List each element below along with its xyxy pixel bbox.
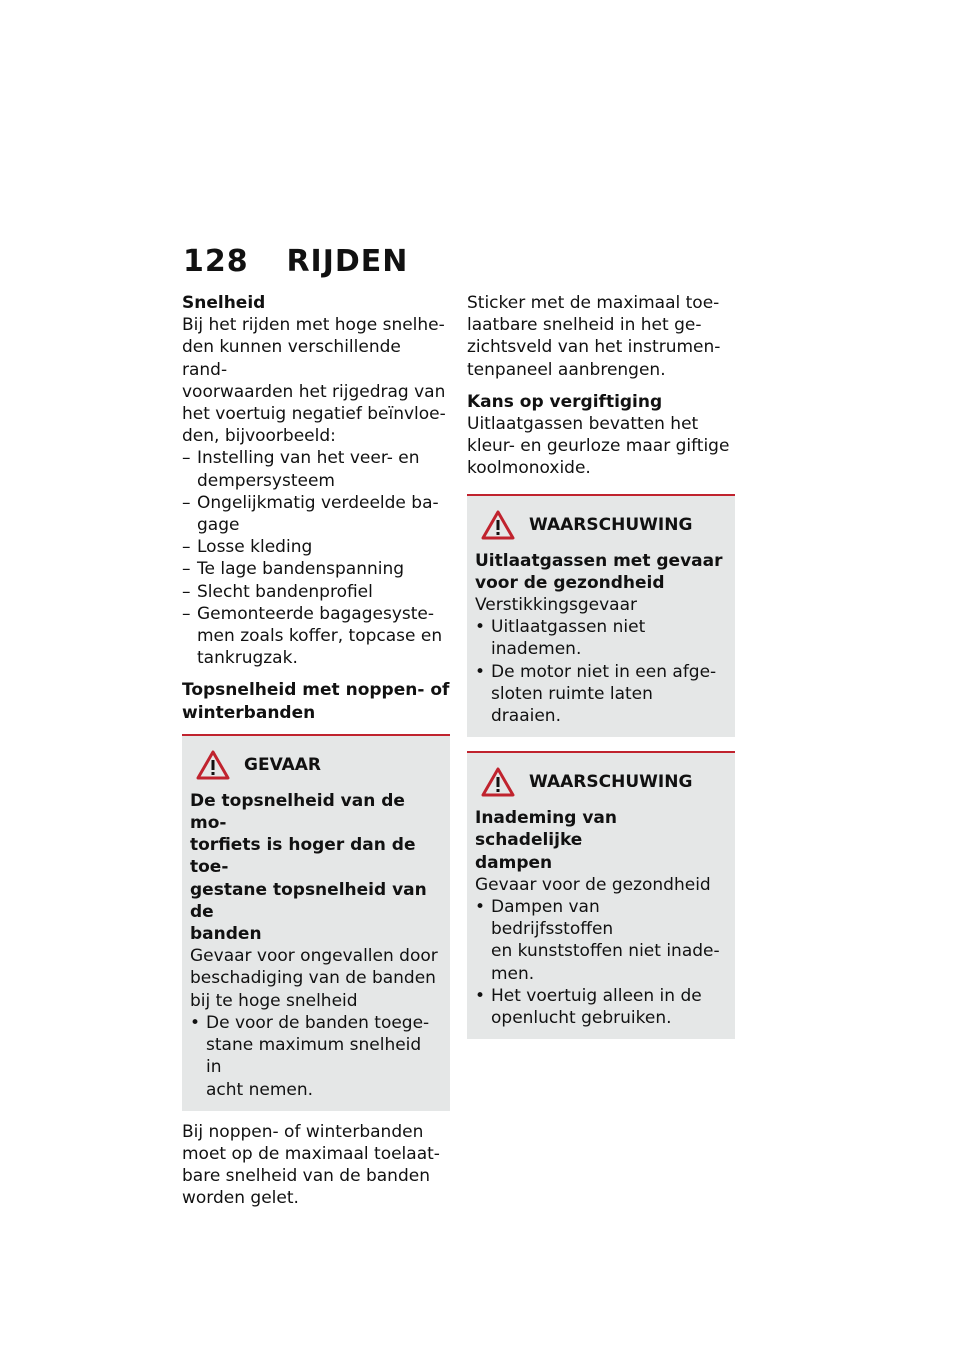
- list-item: [182, 492, 450, 536]
- danger-title-row: [196, 750, 442, 780]
- warning-box-1: [467, 494, 735, 738]
- text-line: den kunnen verschillende rand-: [182, 337, 401, 380]
- list-item: [182, 536, 450, 558]
- item-text: tankrugzak.: [197, 648, 298, 669]
- bullet-marker: •: [475, 617, 486, 638]
- item-text: Het voertuig alleen in de: [491, 985, 702, 1006]
- text-line: worden gelet.: [182, 1188, 299, 1209]
- bullet-marker: •: [190, 1012, 201, 1033]
- section-heading-vergiftiging: Kans op vergiftiging: [467, 391, 663, 412]
- heading-line: De topsnelheid van de mo-: [190, 790, 405, 834]
- item-text: openlucht gebruiken.: [491, 1008, 672, 1029]
- text-line: Gevaar voor de gezondheid: [475, 874, 711, 895]
- text-line: Bij het rijden met hoge snelhe-: [182, 315, 445, 336]
- dash-marker: –: [182, 581, 191, 602]
- danger-box: [182, 734, 450, 1111]
- item-text: Slecht bandenprofiel: [197, 581, 373, 602]
- item-text: De motor niet in een afge-: [491, 661, 717, 682]
- item-text: dempersysteem: [197, 470, 335, 491]
- danger-title: GEVAAR: [244, 754, 321, 775]
- heading-line: Topsnelheid met noppen- of: [182, 680, 450, 701]
- text-line: laatbare snelheid in het ge-: [467, 315, 702, 336]
- text-line: tenpaneel aanbrengen.: [467, 359, 666, 380]
- dash-marker: –: [182, 603, 191, 624]
- text-line: Gevaar voor ongevallen door: [190, 946, 438, 967]
- item-text: Losse kleding: [197, 537, 313, 558]
- item-text: Gemonteerde bagagesyste-: [197, 603, 434, 624]
- right-column: [467, 292, 735, 1039]
- text-line: Sticker met de maximaal toe-: [467, 293, 720, 313]
- item-text: Dampen van bedrijfsstoffen: [491, 897, 614, 940]
- sticker-paragraph: [467, 292, 735, 381]
- item-text: De voor de banden toege-: [206, 1012, 430, 1033]
- bullet-item: [475, 896, 727, 985]
- warning-box-2: [467, 751, 735, 1039]
- danger-text: [190, 945, 442, 1012]
- item-text: sloten ruimte laten draaien.: [491, 683, 653, 727]
- list-item: [182, 603, 450, 670]
- heading-line: Inademing van schadelijke: [475, 808, 617, 851]
- warning-triangle-icon: [196, 750, 230, 780]
- item-text: Uitlaatgassen niet inademen.: [491, 617, 646, 660]
- outro-paragraph: [182, 1121, 450, 1210]
- text-line: moet op de maximaal toelaat-: [182, 1143, 440, 1164]
- item-text: en kunststoffen niet inade-: [491, 941, 720, 962]
- text-line: het voertuig negatief beïnvloe-: [182, 404, 446, 425]
- list-item: [182, 447, 450, 491]
- text-line: kleur- en geurloze maar giftige: [467, 436, 730, 457]
- text-line: bare snelheid van de banden: [182, 1166, 430, 1187]
- text-line: bij te hoge snelheid: [190, 990, 358, 1011]
- item-text: acht nemen.: [206, 1079, 314, 1100]
- dash-marker: –: [182, 448, 191, 469]
- heading-line: Uitlaatgassen met gevaar: [475, 550, 723, 571]
- text-line: den, bijvoorbeeld:: [182, 426, 336, 447]
- warning-title-row: [481, 767, 727, 797]
- bullet-item: [475, 661, 727, 728]
- warning-title-row: [481, 510, 727, 540]
- bullet-item: [475, 616, 727, 660]
- item-text: men zoals koffer, topcase en: [197, 626, 443, 647]
- item-text: Instelling van het veer- en: [197, 448, 420, 469]
- warning-triangle-icon: [481, 767, 515, 797]
- item-text: men.: [491, 963, 535, 984]
- item-text: Ongelijkmatig verdeelde ba-: [197, 492, 439, 513]
- text-line: Verstikkingsgevaar: [475, 595, 637, 616]
- heading-line: voor de gezondheid: [475, 572, 665, 593]
- vergiftiging-paragraph: [467, 413, 735, 480]
- heading-line: winterbanden: [182, 702, 316, 723]
- dash-marker: –: [182, 559, 191, 580]
- text-line: beschadiging van de banden: [190, 968, 436, 989]
- left-column: [182, 292, 450, 1210]
- text-line: zichtsveld van het instrumen-: [467, 337, 721, 358]
- intro-paragraph: [182, 314, 450, 447]
- dash-marker: –: [182, 492, 191, 513]
- heading-line: dampen: [475, 852, 553, 873]
- page-number: 128: [183, 244, 249, 279]
- section-heading-snelheid: Snelheid: [182, 293, 266, 313]
- list-item: [182, 581, 450, 603]
- bullet-item: [475, 985, 727, 1029]
- item-text: stane maximum snelheid in: [206, 1035, 422, 1078]
- warning-triangle-icon: [481, 510, 515, 540]
- heading-line: gestane topsnelheid van de: [190, 879, 427, 922]
- heading-line: banden: [190, 924, 262, 945]
- page-header: [183, 244, 408, 279]
- dash-list: [182, 447, 450, 669]
- bullet-marker: •: [475, 897, 486, 918]
- bullet-marker: •: [475, 985, 486, 1006]
- section-heading-topsnelheid: [182, 679, 450, 723]
- warning-title: WAARSCHUWING: [529, 772, 693, 793]
- bullet-item: [190, 1012, 442, 1101]
- text-line: voorwaarden het rijgedrag van: [182, 381, 446, 402]
- warning-heading: [475, 550, 727, 594]
- item-text: Te lage bandenspanning: [197, 559, 405, 580]
- heading-line: torfiets is hoger dan de toe-: [190, 835, 416, 878]
- text-line: koolmonoxide.: [467, 458, 591, 479]
- list-item: [182, 558, 450, 580]
- dash-marker: –: [182, 537, 191, 558]
- chapter-title: RIJDEN: [286, 244, 409, 279]
- danger-heading: [190, 790, 442, 945]
- item-text: gage: [197, 515, 240, 536]
- bullet-marker: •: [475, 661, 486, 682]
- warning-title: WAARSCHUWING: [529, 514, 693, 535]
- warning-heading: [475, 807, 727, 874]
- text-line: Uitlaatgassen bevatten het: [467, 414, 699, 435]
- text-line: Bij noppen- of winterbanden: [182, 1121, 424, 1142]
